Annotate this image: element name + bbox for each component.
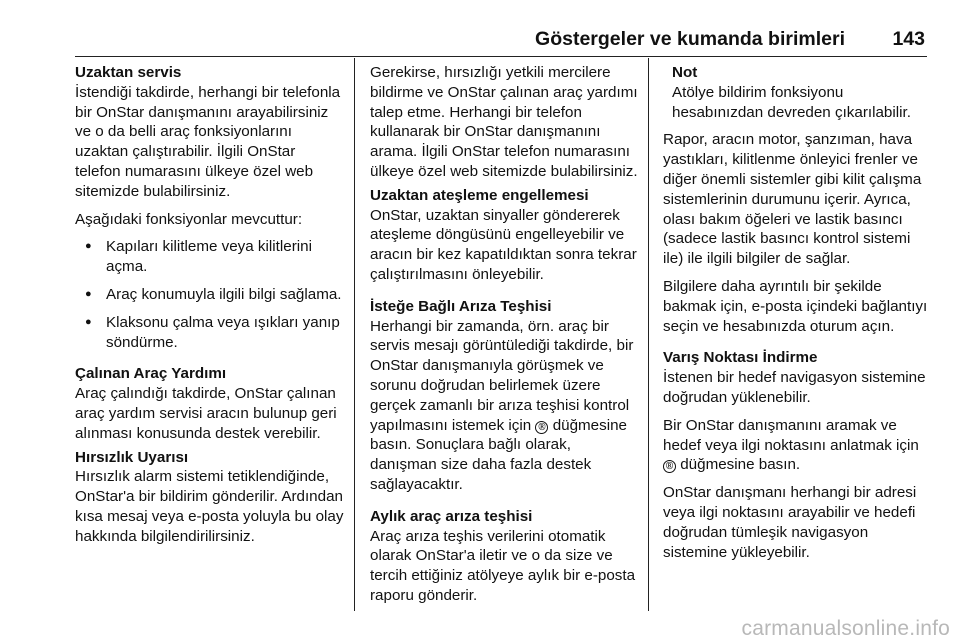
note-text: Atölye bildirim fonksiyonu hesabınızdan devreden çıkarılabilir. bbox=[672, 83, 911, 121]
section-heading: Hırsızlık Uyarısı bbox=[75, 448, 189, 466]
header-divider bbox=[75, 56, 927, 57]
onstar-button-icon: Ⓡ bbox=[535, 421, 548, 434]
paragraph: Hırsızlık alarm sistemi tetiklendiğinde, OnStar'a bir bildirim gönderilir. Ardından kısa mesaj veya e-posta yoluyla bu olay hakkında bilgilendirilirsiniz. bbox=[75, 468, 344, 545]
text-run: düğmesine basın. Sonuçlara bağlı olarak, danışman size daha fazla destek sağlayacaktır. bbox=[370, 416, 627, 493]
section-on-demand-diagnostics bbox=[370, 297, 638, 495]
list-item: ● Klaksonu çalma veya ışıkları yanıp söndürme. bbox=[75, 313, 345, 353]
list-item: ● Araç konumuyla ilgili bilgi sağlama. bbox=[75, 285, 345, 305]
column-1 bbox=[75, 63, 345, 559]
onstar-button-icon: Ⓡ bbox=[663, 460, 676, 473]
paragraph bbox=[370, 317, 638, 495]
paragraph: OnStar, uzaktan sinyaller göndererek ateşleme döngüsünü engelleyebilir ve aracın bir kez kapatıldıktan sonra tekrar çalıştırılmasını önleyebilir. bbox=[370, 206, 637, 283]
section-stolen-vehicle bbox=[75, 364, 345, 443]
paragraph: Aşağıdaki fonksiyonlar mevcuttur: bbox=[75, 210, 303, 228]
paragraph: Araç çalındığı takdirde, OnStar çalınan araç yardım servisi aracın bulunup geri alınması konusunda destek verebilir. bbox=[75, 385, 337, 442]
paragraph bbox=[663, 416, 929, 475]
page-title: Göstergeler ve kumanda birimleri bbox=[535, 28, 845, 50]
paragraph: İstenen bir hedef navigasyon sistemine doğrudan yüklenebilir. bbox=[663, 369, 926, 406]
section-destination-download bbox=[663, 348, 929, 562]
paragraph: İstendiği takdirde, herhangi bir telefonla bir OnStar danışmanını arayabilirsiniz ve o da belli araç fonksiyonlarını uzaktan çalıştırabilir. İlgili OnStar telefon numarasını ülkeye özel web sitemizde bulabilirsiniz. bbox=[75, 83, 341, 200]
column-divider-1 bbox=[354, 58, 355, 611]
section-remote-service bbox=[75, 63, 345, 352]
watermark: carmanualsonline.info bbox=[741, 617, 950, 640]
section-heading: Uzaktan ateşleme engellemesi bbox=[370, 186, 589, 204]
page-header bbox=[75, 22, 927, 62]
paragraph: Araç arıza teşhis verilerini otomatik olarak OnStar'a iletir ve o da size ve tercih ettiğiniz atölyeye aylık bir e-posta raporu gönderir. bbox=[370, 527, 636, 604]
paragraph: Bilgilere daha ayrıntılı bir şekilde bakmak için, e-posta içindeki bağlantıyı seçin ve hesabınızda oturum açın. bbox=[663, 277, 928, 335]
section-theft-alert bbox=[75, 448, 345, 547]
section-remote-ignition bbox=[370, 186, 638, 285]
text-run: düğmesine basın. bbox=[680, 456, 801, 474]
feature-list bbox=[75, 237, 345, 352]
note-box bbox=[663, 63, 929, 122]
column-2 bbox=[370, 63, 638, 618]
text-run: Herhangi bir zamanda, örn. araç bir servis mesajı görüntülediği takdirde, bir OnStar danışmanıyla görüşmek ve sorunu doğrudan belirlemek üzere gerçek zamanlı bir arıza teşhisi kontrol yapılmasını istemek için bbox=[370, 317, 634, 434]
paragraph: Rapor, aracın motor, şanzıman, hava yastıkları, kilitlenme önleyici frenler ve diğer önemli sistemler gibi kilit çalışma sistemlerinin durumunu içerir. Ayrıca, olası bakım öğeleri ve lastik basıncı (sadece lastik basıncı kontrol sistemi ile) ile ilgili bilgiler de sağlar. bbox=[663, 131, 922, 268]
text-run: Bir OnStar danışmanını aramak ve hedef veya ilgi noktasını anlatmak için bbox=[663, 416, 919, 454]
section-monthly-diagnostics bbox=[370, 507, 638, 606]
section-heading: Aylık araç arıza teşhisi bbox=[370, 507, 533, 525]
paragraph: Gerekirse, hırsızlığı yetkili mercilere bildirme ve OnStar çalınan araç yardımı talep etme. Herhangi bir telefon kullanarak bir OnStar danışmanını arama. İlgili OnStar telefon numarasını ülkeye özel web sitemizde bulabilirsiniz. bbox=[370, 64, 638, 180]
column-3 bbox=[663, 63, 929, 574]
column-divider-2 bbox=[648, 58, 649, 611]
section-heading: Varış Noktası İndirme bbox=[663, 349, 818, 367]
paragraph: OnStar danışmanı herhangi bir adresi veya ilgi noktasını arayabilir ve hedefi doğrudan tümleşik navigasyon sistemine yükleyebilir. bbox=[663, 484, 917, 561]
section-heading: Çalınan Araç Yardımı bbox=[75, 365, 227, 383]
note-heading: Not bbox=[672, 64, 698, 81]
page-number: 143 bbox=[892, 28, 925, 50]
section-heading: Uzaktan servis bbox=[75, 64, 182, 81]
list-item: ● Kapıları kilitleme veya kilitlerini açma. bbox=[75, 237, 345, 277]
section-heading: İsteğe Bağlı Arıza Teşhisi bbox=[370, 297, 552, 315]
